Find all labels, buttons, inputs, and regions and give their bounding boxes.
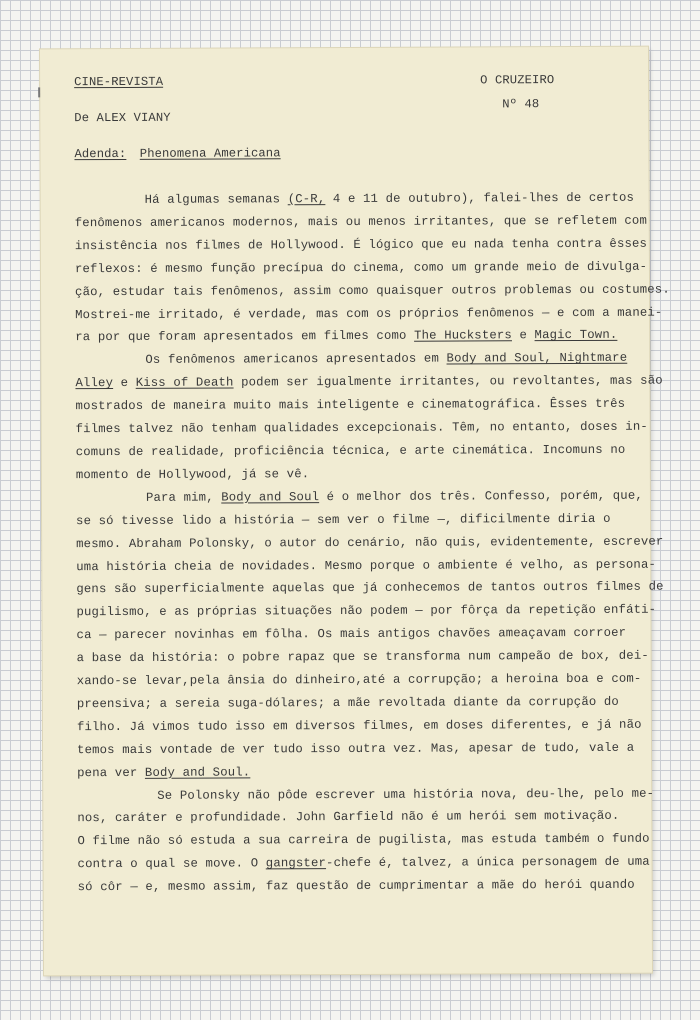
text-run: gens são superficialmente aquelas que já conhecemos de tantos outros filmes de [76,580,664,597]
text-run: mostrados de maneira muito mais inteligente e cinematográfica. Êsses três [75,396,626,414]
text-line [75,347,645,372]
text-run: filmes talvez não tenham qualidades excepcionais. Têm, no entanto, doses in- [75,419,648,437]
text-run: Para mim, [145,490,222,505]
text-line [77,759,647,784]
text-line [77,736,647,761]
text-run: insistência nos filmes de Hollywood. É lógico que eu nada tenha contra êsses [74,236,648,253]
text-line [77,691,647,716]
text-run: O filme não só estuda a sua carreira de pugilista, mas estuda também o fundo [77,832,650,849]
text-line [77,714,647,739]
underlined-title: Body and Soul. [144,765,251,780]
paragraph [74,187,670,350]
text-line [75,393,645,418]
text-run: 4 e 11 de outubro), falei-lhes de certos [325,190,635,207]
text-line [76,462,646,487]
text-run: e [511,328,535,343]
section-label: Adenda: [74,146,127,162]
underlined-title: Kiss of Death [135,375,234,391]
underlined-title: (C-R, [287,192,326,207]
text-line [75,370,663,395]
text-run: preensiva; a sereia suga-dólares; a mãe revoltada diante da corrupção do [76,694,619,712]
text-line [74,255,648,280]
text-line [77,668,647,693]
text-line [76,484,646,509]
text-line [76,599,657,624]
text-run: se só tivesse lido a história — sem ver o filme —, dificilmente diria o [76,511,611,528]
author-line: De ALEX VIANY [74,110,171,126]
text-run: Há algumas semanas [144,192,288,207]
text-line [75,324,645,349]
publication-heading: CINE-REVISTA [74,74,164,90]
paragraph [75,347,663,487]
text-run: ção, estudar tais fenômenos, assim como quaisquer outros problemas ou costumes. [75,282,670,299]
text-run: Se Polonsky não pôde escrever uma história nova, deu-lhe, pelo me- [157,786,655,803]
underlined-title: Alley [75,376,114,391]
text-line [74,233,648,258]
text-line [76,439,646,464]
text-run: pugilismo, e as próprias situações não podem — por fôrça da repetição enfáti- [76,602,657,620]
paragraph [76,484,664,784]
text-line [76,507,646,532]
text-run: podem ser igualmente irritantes, ou revoltantes, mas são [233,373,663,390]
text-line [78,874,648,899]
text-run: e [113,376,136,391]
text-line [77,645,647,670]
article-body [74,187,670,900]
text-line [76,576,664,601]
underlined-title: The Hucksters [414,328,512,344]
paragraph [77,782,655,899]
text-run: reflexos: é mesmo função precípua do cinema, como um grande meio de divulga- [74,259,648,276]
text-line [76,416,646,441]
text-run: uma história cheia de novidades. Mesmo porque o ambiente é velho, as persona- [76,557,657,574]
text-run: Os fenômenos americanos apresentados em [145,351,447,368]
text-line [75,301,663,326]
underlined-title: gangster [265,856,327,871]
text-run: filho. Já vimos tudo isso em diversos filmes, em doses diferentes, e já não [76,717,642,735]
text-run: nos, caráter e profundidade. John Garfield não é um herói sem motivação. [77,809,620,826]
section-heading [74,146,280,161]
underlined-title: Magic Town. [534,328,618,343]
text-line [77,828,650,853]
text-run: ca — parecer novinhas em fôlha. Os mais antigos chavões ameaçavam corroer [76,625,627,643]
text-run: só côr — e, mesmo assim, faz questão de cumprimentar a mãe do herói quando [77,877,635,895]
typewritten-page [40,47,670,976]
newspaper-name: O CRUZEIRO [480,73,555,88]
underlined-title: Body and Soul, Nightmare [446,351,628,366]
section-title: Phenomena Americana [139,146,281,161]
text-line [77,805,647,830]
text-run: contra o qual se move. O [77,856,266,872]
text-run: mesmo. Abraham Polonsky, o autor do cenário, não quis, evidentemente, escrever [76,534,664,551]
text-run: a base da história: o pobre rapaz que se transforma num campeão de box, dei- [76,648,649,666]
text-line [75,278,670,303]
text-run: ra por que foram apresentados em filmes como [75,329,415,345]
text-run: xando-se levar,pela ânsia do dinheiro,até a corrupção; a heroina boa e com- [76,671,642,689]
text-run: fenômenos americanos modernos, mais ou menos irritantes, que se refletem com [74,213,648,231]
text-line [74,210,648,235]
text-line [75,187,645,212]
text-run: comuns de realidade, proficiência técnica, e arte cinemática. Incomuns no [75,442,626,460]
text-run: momento de Hollywood, já se vê. [75,467,310,483]
underlined-title: Body and Soul [221,489,320,505]
staple-mark [38,87,40,97]
text-line [76,622,646,647]
text-run: é o melhor dos três. Confesso, porém, que, [319,488,643,504]
text-run: -chefe é, talvez, a única personagem de uma [325,854,650,871]
text-run: Mostrei-me irritado, é verdade, mas com os próprios fenômenos — e com a manei- [75,305,663,322]
text-line [76,530,664,555]
text-line [77,782,655,807]
text-run: pena ver [77,765,145,780]
issue-number: Nº 48 [502,97,540,112]
text-line [77,851,650,876]
text-run: temos mais vontade de ver tudo isso outra vez. Mas, apesar de tudo, vale a [77,740,635,757]
text-line [76,553,657,578]
